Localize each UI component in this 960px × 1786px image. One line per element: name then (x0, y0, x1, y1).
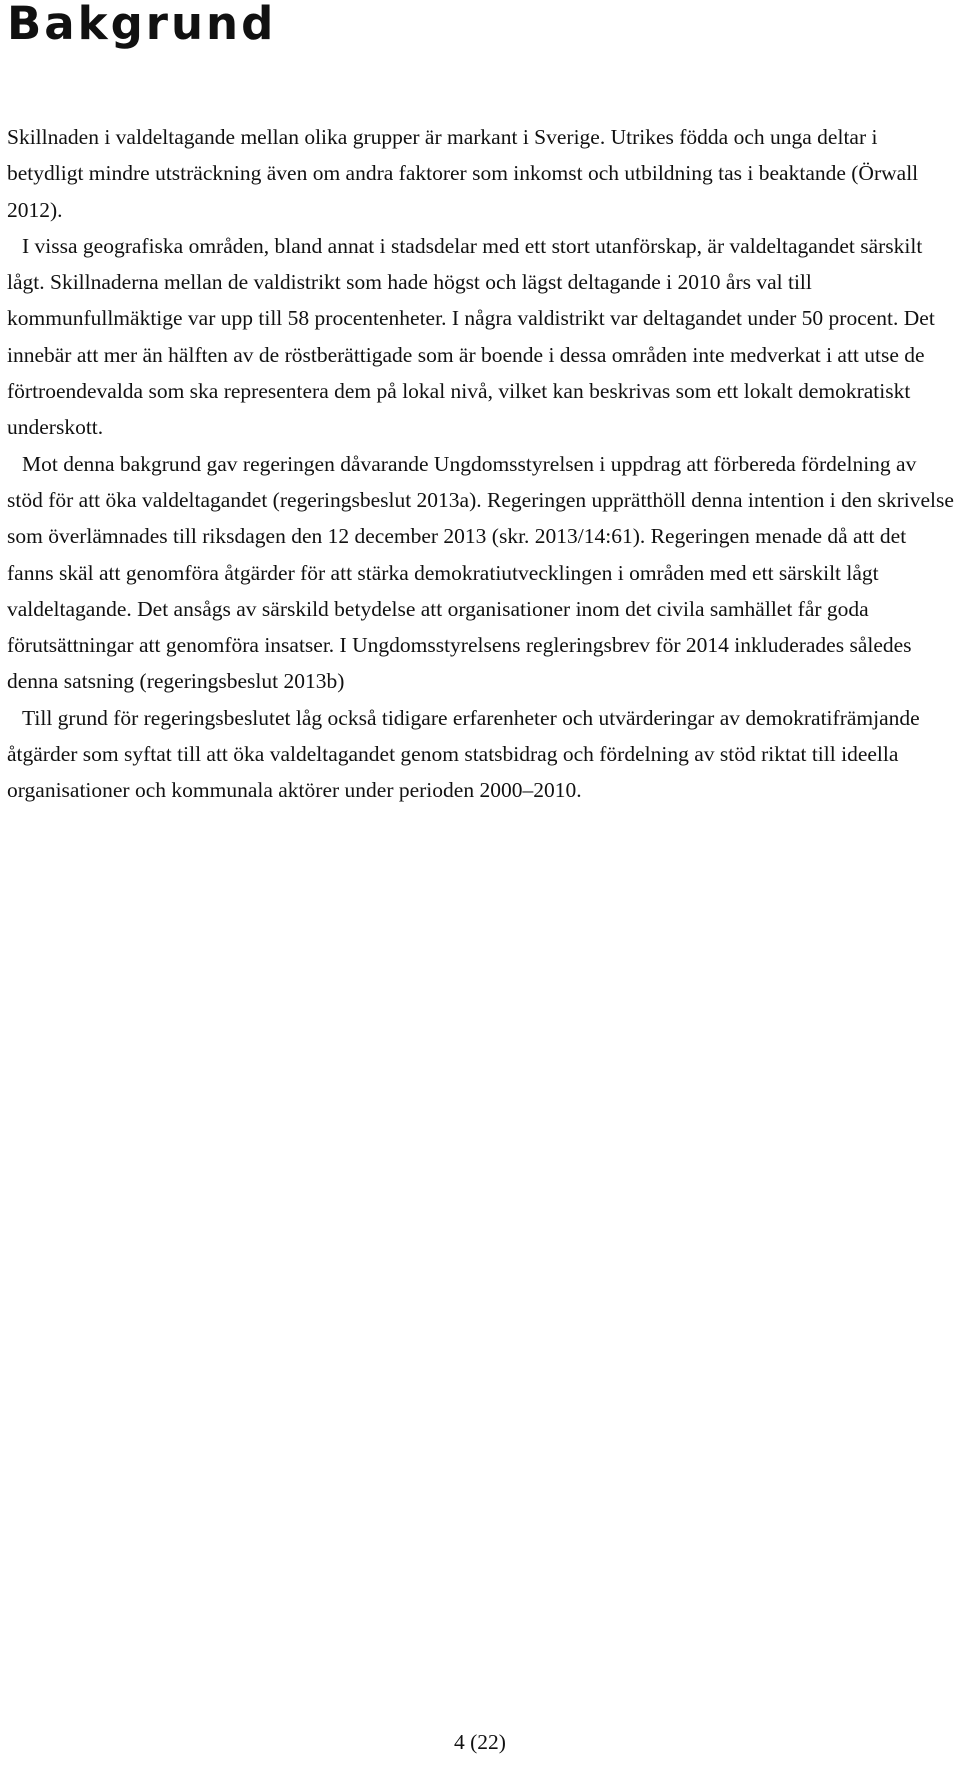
paragraph-4: Till grund för regeringsbeslutet låg också tidigare erfarenheter och utvärderingar av demokratifrämjande åtgärder som syftat till att öka valdeltagandet genom statsbidrag och fördelning av stöd riktat till ideella organisationer och kommunala aktörer under perioden 2000–2010. (7, 705, 920, 803)
paragraph-2: I vissa geografiska områden, bland annat i stadsdelar med ett stort utanförskap, är valdeltagandet särskilt lågt. Skillnaderna mellan de valdistrikt som hade högst och lägst deltagande i 2010 års val till kommunfullmäktige var upp till 58 procentenheter. I några valdistrikt var deltagandet under 50 procent. Det innebär att mer än hälften av de röstberättigade som är boende i dessa områden inte medverkat i att utse de förtroendevalda som ska representera dem på lokal nivå, vilket kan beskrivas som ett lokalt demokratiskt underskott. (7, 233, 935, 440)
page-title: Bakgrund (7, 0, 277, 50)
paragraph-1: Skillnaden i valdeltagande mellan olika grupper är markant i Sverige. Utrikes födda och unga deltar i betydligt mindre utsträckning även om andra faktorer som inkomst och utbildning tas i beaktande (Örwall 2012). (7, 125, 919, 222)
body-text (7, 119, 957, 809)
page-number: 4 (22) (454, 1730, 506, 1754)
paragraph-3: Mot denna bakgrund gav regeringen dåvarande Ungdomsstyrelsen i uppdrag att förbereda fördelning av stöd för att öka valdeltagandet (regeringsbeslut 2013a). Regeringen upprätthöll denna intention i den skrivelse som överlämnades till riksdagen den 12 december 2013 (skr. 2013/14:61). Regeringen menade då att det fanns skäl att genomföra åtgärder för att stärka demokratiutvecklingen i områden med ett särskilt lågt valdeltagande. Det ansågs av särskild betydelse att organisationer inom det civila samhället får goda förutsättningar att genomföra insatser. I Ungdomsstyrelsens regleringsbrev för 2014 inkluderades således denna satsning (regeringsbeslut 2013b) (7, 451, 954, 694)
